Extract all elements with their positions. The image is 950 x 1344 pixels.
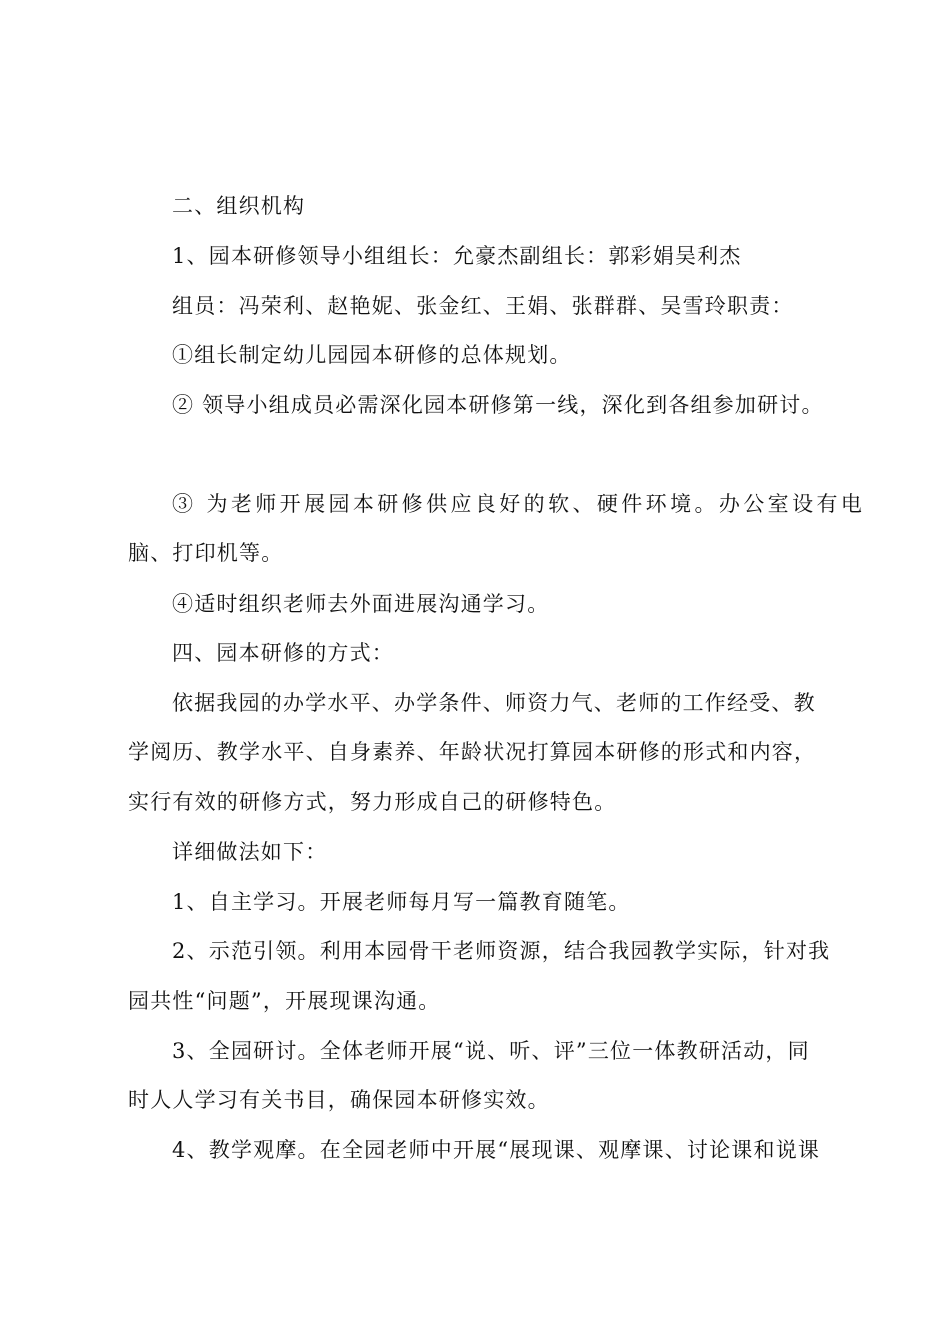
list-item-4: ④适时组织老师去外面进展沟通学习。 [172, 592, 550, 616]
paragraph-line: 园共性“问题”，开展现课沟通。 [128, 989, 441, 1013]
list-item: 1、自主学习。开展老师每月写一篇教育随笔。 [172, 890, 631, 914]
paragraph-line: 实行有效的研修方式，努力形成自己的研修特色。 [128, 790, 617, 814]
list-item: 4、教学观摩。在全园老师中开展“展现课、观摩课、讨论课和说课 [172, 1138, 821, 1162]
paragraph-line: 脑、打印机等。 [128, 541, 284, 565]
list-item-1: ①组长制定幼儿园园本研修的总体规划。 [172, 343, 572, 367]
paragraph-line: 时人人学习有关书目，确保园本研修实效。 [128, 1088, 550, 1112]
list-item: 2、示范引领。利用本园骨干老师资源，结合我园教学实际，针对我 [172, 939, 831, 963]
paragraph-line: 详细做法如下： [172, 840, 328, 864]
list-item-3: ③ 为老师开展园本研修供应良好的软、硬件环境。办公室设有电 [172, 492, 866, 516]
paragraph-line: 依据我园的办学水平、办学条件、师资力气、老师的工作经受、教 [172, 691, 816, 715]
paragraph-line: 组员：冯荣利、赵艳妮、张金红、王娟、张群群、吴雪玲职责： [172, 294, 794, 318]
paragraph-line: 1、园本研修领导小组组长：允豪杰副组长：郭彩娟吴利杰 [172, 244, 742, 268]
paragraph-line: 学阅历、教学水平、自身素养、年龄状况打算园本研修的形式和内容， [128, 740, 817, 764]
list-item-2: ② 领导小组成员必需深化园本研修第一线，深化到各组参加研讨。 [172, 393, 824, 417]
section-heading-organization: 二、组织机构 [172, 194, 306, 218]
section-heading-methods: 四、园本研修的方式： [172, 641, 394, 665]
list-item: 3、全园研讨。全体老师开展“说、听、评”三位一体教研活动，同 [172, 1039, 810, 1063]
